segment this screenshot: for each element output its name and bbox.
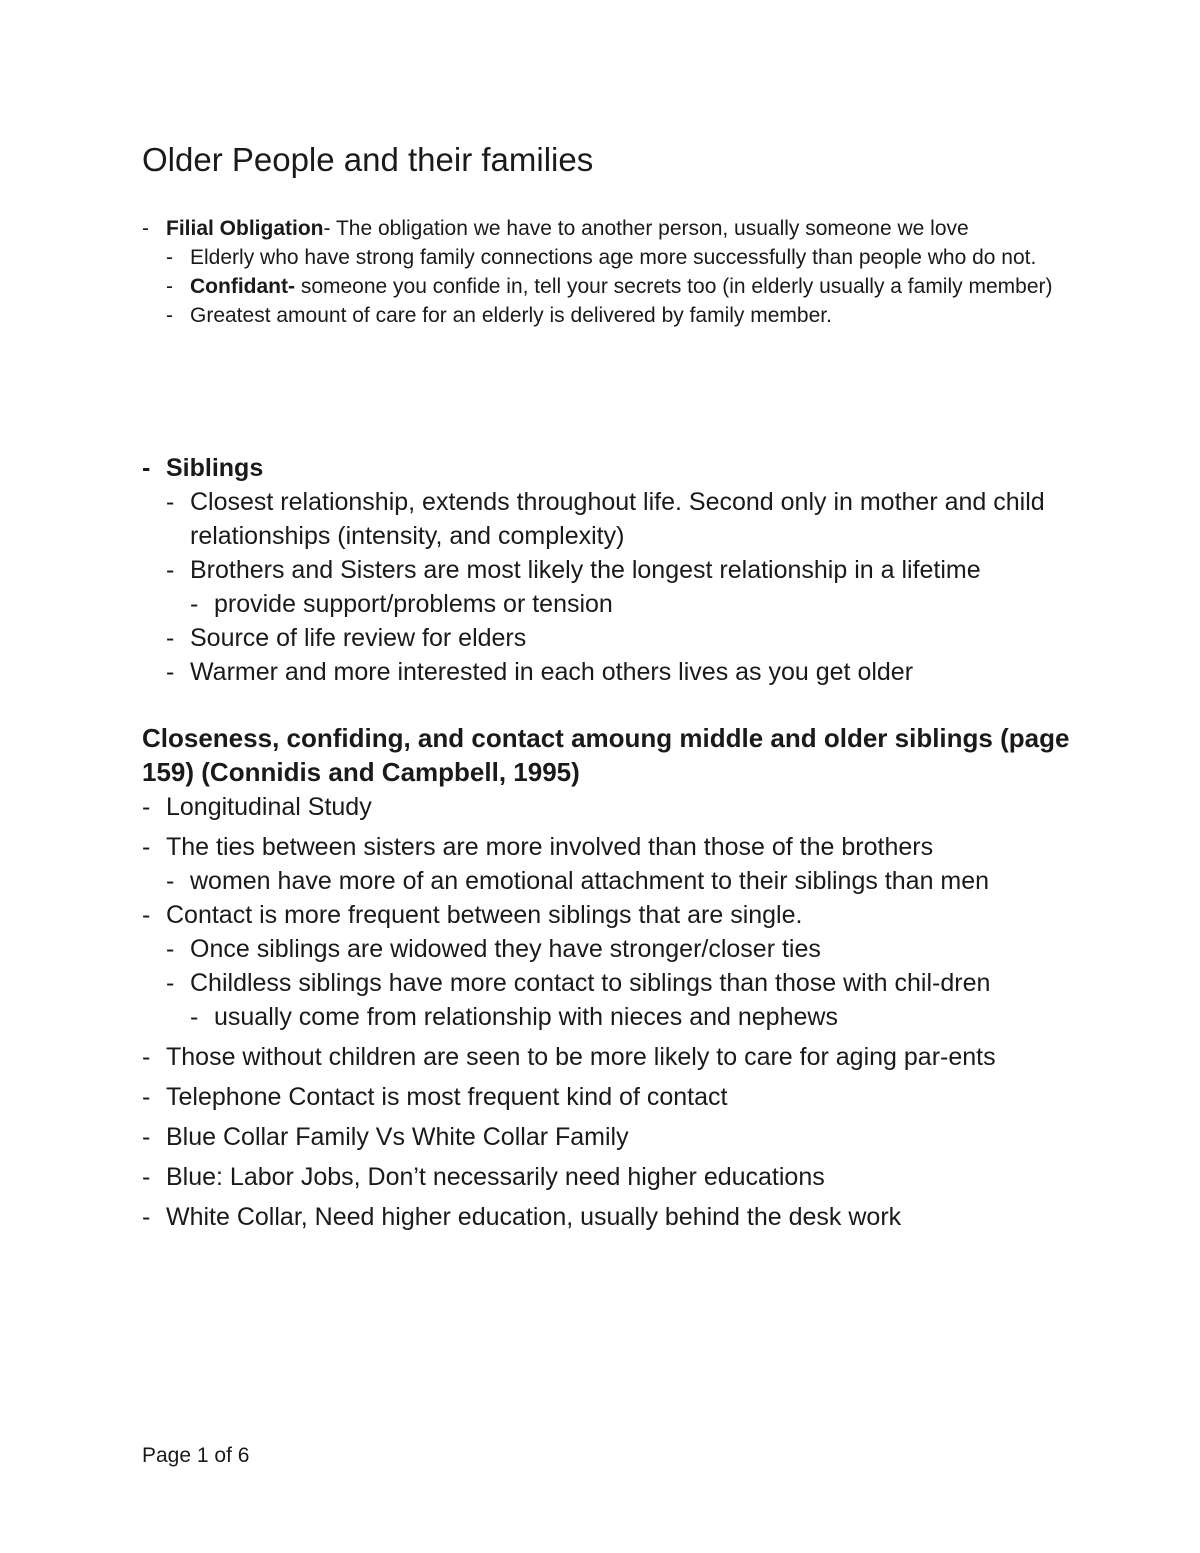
bullet-dash: - <box>190 1003 199 1031</box>
definition-confidant: someone you confide in, tell your secrets too (in elderly usually a family member) <box>294 275 1053 298</box>
list-item <box>142 966 1082 1000</box>
list-item-text: Once siblings are widowed they have stronger/closer ties <box>190 935 821 963</box>
bullet-dash: - <box>142 1083 151 1111</box>
bullet-dash: - <box>166 275 173 298</box>
list-item-text: provide support/problems or tension <box>214 590 613 618</box>
term-confidant: Confidant- <box>190 275 295 298</box>
list-item <box>142 1000 1082 1034</box>
list-item <box>142 898 1082 932</box>
bullet-dash: - <box>142 1123 151 1151</box>
list-item <box>142 864 1082 898</box>
page-number: Page 1 of 6 <box>142 1444 250 1467</box>
list-item <box>142 1080 1082 1114</box>
list-item <box>142 1200 1082 1234</box>
list-item <box>142 587 1082 621</box>
list-item <box>142 932 1082 966</box>
list-item-text: Telephone Contact is most frequent kind of contact <box>166 1083 728 1111</box>
bullet-dash: - <box>166 867 175 895</box>
list-item <box>142 243 1082 272</box>
list-item-text: Warmer and more interested in each others lives as you get older <box>190 658 914 686</box>
siblings-heading: - Siblings <box>142 451 1082 485</box>
bullet-dash: - <box>142 454 151 482</box>
list-item <box>142 830 1082 864</box>
list-item-text: Closest relationship, extends throughout life. Second only in mother and child relationships (intensity, and complexity) <box>190 488 1045 550</box>
list-item <box>142 553 1082 587</box>
list-item <box>142 214 1082 243</box>
definition-filial: - The obligation we have to another person, usually someone we love <box>323 217 969 240</box>
list-item-text: White Collar, Need higher education, usually behind the desk work <box>166 1203 902 1231</box>
list-item <box>142 1120 1082 1154</box>
list-item <box>142 1040 1082 1074</box>
bullet-dash: - <box>142 901 151 929</box>
list-item <box>142 1160 1082 1194</box>
bullet-dash: - <box>142 833 151 861</box>
bullet-dash: - <box>142 1163 151 1191</box>
bullet-dash: - <box>166 658 175 686</box>
bullet-dash: - <box>142 793 151 821</box>
bullet-dash: - <box>166 624 175 652</box>
bullet-dash: - <box>142 1203 151 1231</box>
list-item-text: Blue: Labor Jobs, Don’t necessarily need higher educations <box>166 1163 825 1191</box>
siblings-section <box>142 451 1082 689</box>
list-item <box>142 485 1082 553</box>
list-item-text: The ties between sisters are more involved than those of the brothers <box>166 833 934 861</box>
list-item <box>142 621 1082 655</box>
term-filial: Filial Obligation <box>166 217 324 240</box>
bullet-dash: - <box>166 488 175 516</box>
filial-section <box>142 214 1082 330</box>
closeness-section <box>142 790 1082 1234</box>
list-item-text: Source of life review for elders <box>190 624 527 652</box>
bullet-dash: - <box>166 304 173 327</box>
list-item-text: Greatest amount of care for an elderly is delivered by family member. <box>190 304 832 327</box>
list-item-text: women have more of an emotional attachment to their siblings than men <box>190 867 990 895</box>
list-item <box>142 272 1082 301</box>
bullet-dash: - <box>142 1043 151 1071</box>
list-item <box>142 301 1082 330</box>
bullet-dash: - <box>142 217 149 240</box>
bullet-dash: - <box>166 556 175 584</box>
bullet-dash: - <box>166 246 173 269</box>
list-item-text: Contact is more frequent between siblings that are single. <box>166 901 803 929</box>
list-item-text: Blue Collar Family Vs White Collar Family <box>166 1123 629 1151</box>
list-item-text: Elderly who have strong family connections age more successfully than people who do not. <box>190 246 1037 269</box>
list-item-text: Longitudinal Study <box>166 793 372 821</box>
list-item-text: usually come from relationship with nieces and nephews <box>214 1003 838 1031</box>
list-item-text: Brothers and Sisters are most likely the longest relationship in a lifetime <box>190 556 981 584</box>
list-item <box>142 655 1082 689</box>
bullet-dash: - <box>166 969 175 997</box>
page-title: Older People and their families <box>142 141 594 178</box>
bullet-dash: - <box>166 935 175 963</box>
list-item-text: Childless siblings have more contact to siblings than those with chil-dren <box>190 969 991 997</box>
list-item-text: Those without children are seen to be more likely to care for aging par-ents <box>166 1043 996 1071</box>
bullet-dash: - <box>190 590 199 618</box>
list-item <box>142 790 1082 824</box>
closeness-heading: Closeness, confiding, and contact amoung middle and older siblings (page 159) (Connidis and Campbell, 1995) <box>142 723 1070 787</box>
